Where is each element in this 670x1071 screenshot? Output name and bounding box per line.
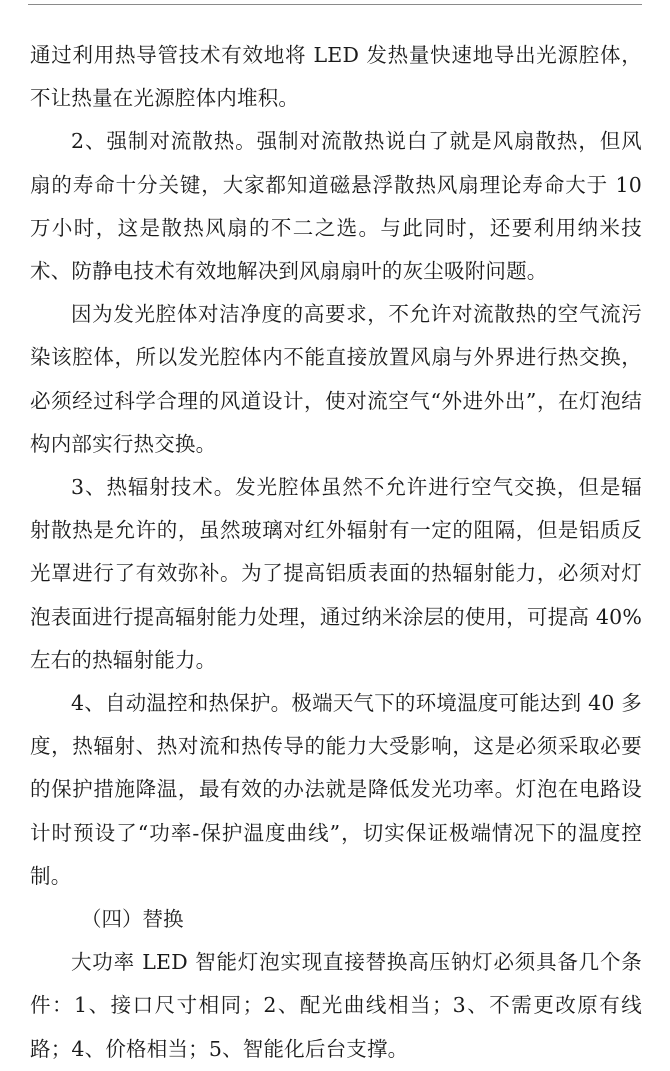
paragraph-heat-pipe-continuation: 通过利用热导管技术有效地将 LED 发热量快速地导出光源腔体，不让热量在光源腔体内堆积。 — [30, 43, 642, 111]
paragraph-replacement-conditions: 大功率 LED 智能灯泡实现直接替换高压钠灯必须具备几个条件：1、接口尺寸相同；2、配光曲线相当；3、不需更改原有线路；4、价格相当；5、智能化后台支撑。 — [30, 950, 642, 1061]
paragraph-airflow-design: 因为发光腔体对洁净度的高要求，不允许对流散热的空气流污染该腔体，所以发光腔体内不能直接放置风扇与外界进行热交换，必须经过科学合理的风道设计，使对流空气“外进外出”，在灯泡结构内部实行热交换。 — [30, 302, 642, 456]
paragraph-forced-convection: 2、强制对流散热。强制对流散热说白了就是风扇散热，但风扇的寿命十分关键，大家都知道磁悬浮散热风扇理论寿命大于 10 万小时，这是散热风扇的不二之选。与此同时，还要利用纳米技术、防静电技术有效地解决到风扇扇叶的灰尘吸附问题。 — [30, 129, 642, 284]
section-heading-replacement: （四）替换 — [81, 907, 184, 932]
paragraph-thermal-radiation: 3、热辐射技术。发光腔体虽然不允许进行空气交换，但是辐射散热是允许的，虽然玻璃对红外辐射有一定的阻隔，但是铝质反光罩进行了有效弥补。为了提高铝质表面的热辐射能力，必须对灯泡表面进行提高辐射能力处理，通过纳米涂层的使用，可提高 40%左右的热辐射能力。 — [30, 475, 642, 672]
paragraph-temperature-protection: 4、自动温控和热保护。极端天气下的环境温度可能达到 40 多度，热辐射、热对流和热传导的能力大受影响，这是必须采取必要的保护措施降温，最有效的办法就是降低发光功率。灯泡在电路设计时预设了“功率-保护温度曲线”，切实保证极端情况下的温度控制。 — [30, 691, 642, 888]
header-rule — [28, 4, 642, 5]
document-page — [30, 34, 642, 1071]
